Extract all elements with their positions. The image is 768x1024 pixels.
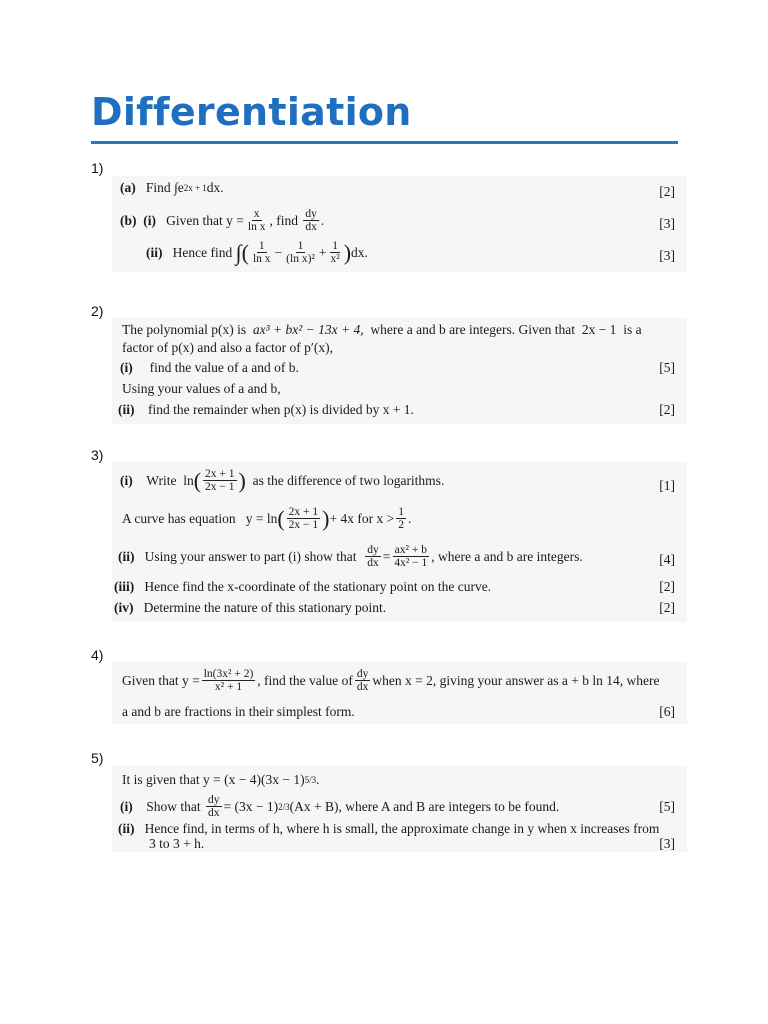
q3ii-tail: , where a and b are integers. xyxy=(431,548,583,564)
q2ii-text: find the remainder when p(x) is divided by x + 1. xyxy=(148,402,414,417)
q3iii-marks: [2] xyxy=(659,579,675,594)
question-1-block xyxy=(112,176,687,272)
q4-fraction: $\frac{\text{ln(3x² + 2)}}{\text{x² + 1}}$ xyxy=(203,668,254,693)
q5ii-line xyxy=(118,821,659,837)
question-2-number: 2) xyxy=(91,303,104,319)
q2-text-c: where a and b are integers. Given that xyxy=(370,322,576,337)
q2i-text: find the value of a and of b. xyxy=(149,360,299,375)
integral-sign-icon: ∫( xyxy=(235,239,249,265)
q4-text-a: Given that y = xyxy=(122,672,200,688)
q1a-tail: dx. xyxy=(206,180,224,195)
question-1-number: 1) xyxy=(91,160,104,176)
q1a-label: (a) xyxy=(120,180,136,195)
q4-line-1 xyxy=(122,668,659,693)
q5ii-text: Hence find, in terms of h, where h is small, the approximate change in y when x increases from xyxy=(144,821,660,836)
q3-half-fraction: $\frac{1}{2}$ xyxy=(398,506,404,531)
q3-curve-eq: y = ln xyxy=(245,510,278,526)
close-paren-icon: ) xyxy=(343,239,352,265)
close-paren-icon: ) xyxy=(322,505,330,531)
q1bi-marks: [3] xyxy=(659,216,675,231)
q3-curve-plus: + 4x for x > xyxy=(329,510,395,526)
q1bi-label: (i) xyxy=(143,212,156,228)
question-5-block xyxy=(112,766,687,852)
q3iii-label: (iii) xyxy=(114,579,135,594)
q1bii-frac3: $\frac{1}{\text{x²}}$ xyxy=(330,240,340,265)
q3-curve-line xyxy=(122,506,411,531)
page-title: Differentiation xyxy=(91,90,412,134)
q5ii-label: (ii) xyxy=(118,821,135,836)
q1bi-eq: y = xyxy=(226,212,244,228)
q5i-label: (i) xyxy=(120,798,133,814)
q5-exponent: 5/3 xyxy=(304,775,317,785)
q5ii-marks: [3] xyxy=(659,836,675,851)
q5i-tail: (Ax + B), where A and B are integers to be found. xyxy=(289,798,560,814)
q5i-derivative: $\frac{dy}{dx}$ xyxy=(208,794,220,819)
q5i-exponent: 2/3 xyxy=(278,801,290,812)
q1bii-line xyxy=(146,240,368,265)
q3i-fraction: $\frac{2x + 1}{2x - 1}$ xyxy=(205,468,235,493)
q1bii-tail: dx. xyxy=(351,244,368,260)
q3iv-label: (iv) xyxy=(114,600,134,615)
q4-line-2: a and b are fractions in their simplest form. xyxy=(122,704,355,719)
q3iv-text: Determine the nature of this stationary point. xyxy=(143,600,387,615)
q4-text-c: when x = 2, giving your answer as a + b ln 14, where xyxy=(372,672,660,688)
q3iii-text: Hence find the x-coordinate of the stationary point on the curve. xyxy=(144,579,492,594)
q3-curve-fraction: $\frac{2x + 1}{2x - 1}$ xyxy=(288,506,319,531)
q1bi-text: Given that xyxy=(166,212,223,228)
q2-polynomial: ax³ + bx² − 13x + 4, xyxy=(252,322,364,337)
q1a-line xyxy=(120,180,224,196)
q2-text-a: The polynomial p(x) is xyxy=(122,322,247,337)
q1bii-marks: [3] xyxy=(659,248,675,263)
q3iii-line xyxy=(114,579,491,595)
q1bi-derivative: $\frac{dy}{dx}$ xyxy=(305,208,317,233)
q2ii-line xyxy=(118,402,414,418)
q1a-marks: [2] xyxy=(659,184,675,199)
q5ii-line-2: 3 to 3 + h. xyxy=(149,836,205,851)
q3ii-derivative: $\frac{dy}{dx}$ xyxy=(367,544,379,569)
q2ii-marks: [2] xyxy=(659,402,675,417)
q2i-label: (i) xyxy=(120,360,133,375)
q3i-text: Write xyxy=(146,472,177,488)
q2-factor: 2x − 1 xyxy=(581,322,617,337)
q1bii-minus: − xyxy=(274,244,283,260)
question-3-block xyxy=(112,462,687,622)
q3ii-marks: [4] xyxy=(659,552,675,567)
question-4-number: 4) xyxy=(91,647,104,663)
q5-end: . xyxy=(316,772,320,787)
question-5-number: 5) xyxy=(91,750,104,766)
q3iv-marks: [2] xyxy=(659,600,675,615)
q5i-line xyxy=(120,794,559,819)
q2-line-4: Using your values of a and b, xyxy=(122,381,281,396)
q3ii-text: Using your answer to part (i) show that xyxy=(144,548,357,564)
q1a-text: Find ∫e xyxy=(145,180,184,195)
q4-derivative: $\frac{dy}{dx}$ xyxy=(356,668,369,693)
open-paren-icon: ( xyxy=(193,467,202,493)
q5i-marks: [5] xyxy=(659,799,675,814)
q1b-label: (b) xyxy=(120,212,137,228)
q2i-marks: [5] xyxy=(659,360,675,375)
q1bii-frac1: $\frac{1}{\text{ln x}}$ xyxy=(252,240,271,265)
q5-text: It is given that y = (x − 4)(3x − 1) xyxy=(122,772,305,787)
q3i-tail: as the difference of two logarithms. xyxy=(252,472,445,488)
q1bi-mid: , find xyxy=(269,212,298,228)
q5i-text: Show that xyxy=(146,798,201,814)
q1bi-line xyxy=(120,208,324,233)
q3ii-eq: = xyxy=(382,548,391,564)
question-4-block xyxy=(112,662,687,724)
q2-text-e: is a xyxy=(623,322,642,337)
q1a-exponent: 2x + 1 xyxy=(183,183,207,193)
open-paren-icon: ( xyxy=(277,505,285,531)
q2i-line xyxy=(120,360,299,376)
q4-marks: [6] xyxy=(659,704,675,719)
q2-line-2: factor of p(x) and also a factor of p′(x), xyxy=(122,340,333,355)
q1bii-frac2: $\frac{1}{\text{(ln x)²}}$ xyxy=(286,240,315,265)
q1bii-plus: + xyxy=(318,244,327,260)
q3i-marks: [1] xyxy=(659,478,675,493)
close-paren-icon: ) xyxy=(238,467,246,493)
q3ii-line xyxy=(118,544,583,569)
q3-curve-text: A curve has equation xyxy=(122,510,236,526)
q1bi-fraction: $\frac{x}{\text{ln x}}$ xyxy=(247,208,266,233)
question-2-block xyxy=(112,318,687,424)
q3ii-label: (ii) xyxy=(118,548,135,564)
q3-curve-end: . xyxy=(407,510,412,526)
q1bii-text: Hence find xyxy=(172,244,233,260)
title-underline xyxy=(91,141,678,144)
q3ii-fraction: $\frac{\text{ax² + b}}{\text{4x² − 1}}$ xyxy=(394,544,428,569)
q1bii-label: (ii) xyxy=(146,244,163,260)
q5i-eq: = (3x − 1) xyxy=(223,798,279,814)
q3iv-line xyxy=(114,600,386,616)
q3i-line xyxy=(120,468,444,493)
q3i-ln: ln xyxy=(183,472,194,488)
q5-line-1 xyxy=(122,772,319,788)
q3i-label: (i) xyxy=(120,472,133,488)
question-3-number: 3) xyxy=(91,447,104,463)
q1bi-end: . xyxy=(320,212,325,228)
q2ii-label: (ii) xyxy=(118,402,135,417)
q2-line-1 xyxy=(122,322,642,338)
q4-text-b: , find the value of xyxy=(257,672,353,688)
